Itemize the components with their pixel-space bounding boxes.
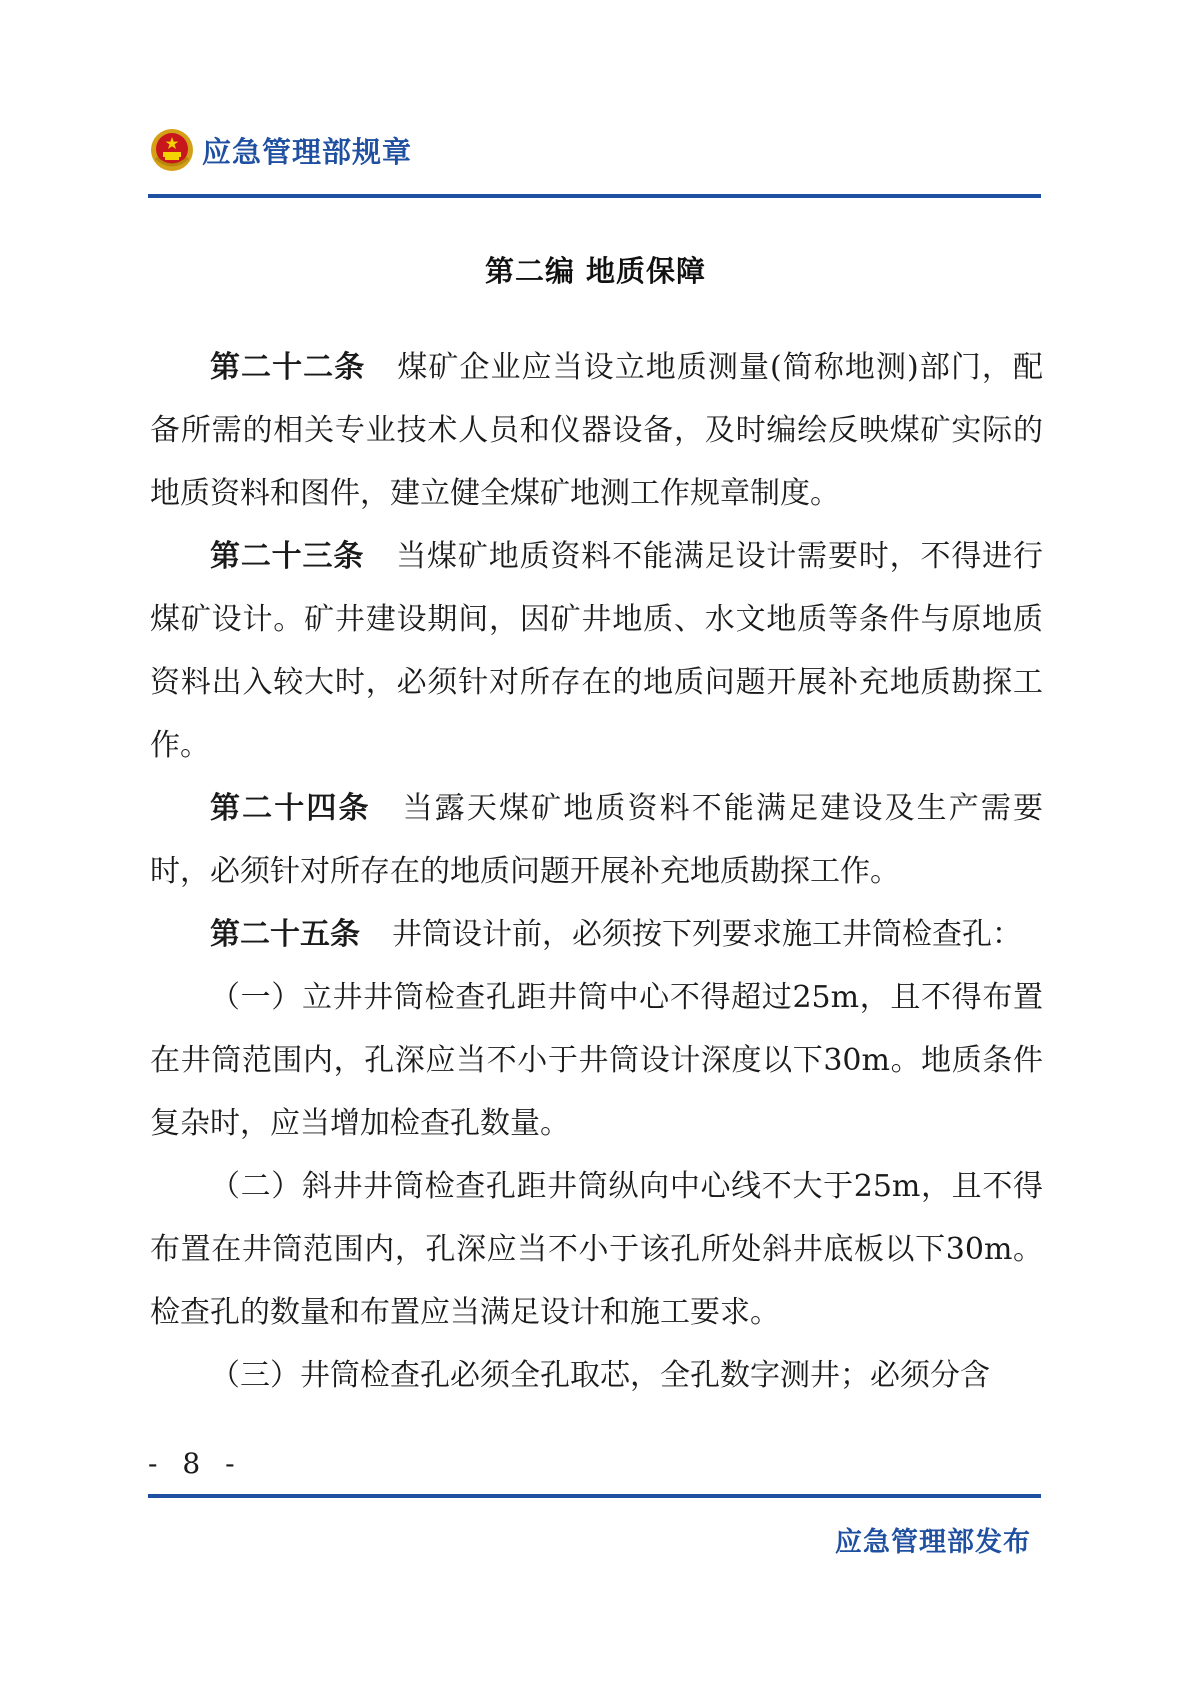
article-25-item-2 xyxy=(150,1155,1043,1344)
footer-publisher: 应急管理部发布 xyxy=(835,1527,1031,1558)
article-25 xyxy=(150,903,1043,966)
section-title: 第二编 地质保障 xyxy=(484,254,707,288)
article-23 xyxy=(150,525,1043,777)
item-body: （一）立井井筒检查孔距井筒中心不得超过25m，且不得布置在井筒范围内，孔深应当不小于井筒设计深度以下30m。地质条件复杂时，应当增加检查孔数量。 xyxy=(150,980,1043,1141)
article-heading: 第二十三条 xyxy=(210,539,365,574)
header-title: 应急管理部规章 xyxy=(202,134,413,169)
article-body: 井筒设计前，必须按下列要求施工井筒检查孔： xyxy=(392,917,1022,952)
page-number: - 8 - xyxy=(148,1447,243,1480)
item-body: （二）斜井井筒检查孔距井筒纵向中心线不大于25m，且不得布置在井筒范围内，孔深应当不小于该孔所处斜井底板以下30m。检查孔的数量和布置应当满足设计和施工要求。 xyxy=(150,1169,1043,1330)
article-24 xyxy=(150,777,1043,903)
article-heading: 第二十二条 xyxy=(210,350,366,385)
article-22 xyxy=(150,336,1043,525)
article-body: 煤矿企业应当设立地质测量(简称地测)部门，配备所需的相关专业技术人员和仪器设备，及时编绘反映煤矿实际的地质资料和图件，建立健全煤矿地测工作规章制度。 xyxy=(150,350,1043,511)
header-divider xyxy=(148,194,1041,198)
article-body: 当露天煤矿地质资料不能满足建设及生产需要时，必须针对所存在的地质问题开展补充地质勘探工作。 xyxy=(150,791,1043,889)
article-25-item-1 xyxy=(150,966,1043,1155)
article-25-item-3 xyxy=(150,1344,1043,1407)
footer-divider xyxy=(148,1494,1041,1498)
item-body: （三）井筒检查孔必须全孔取芯，全孔数字测井；必须分含 xyxy=(210,1358,990,1393)
article-heading: 第二十四条 xyxy=(210,791,371,826)
article-heading: 第二十五条 xyxy=(210,917,360,952)
national-emblem-icon xyxy=(150,128,194,172)
body-text xyxy=(150,336,1043,1407)
page-header xyxy=(150,128,412,172)
article-body: 当煤矿地质资料不能满足设计需要时，不得进行煤矿设计。矿井建设期间，因矿井地质、水文地质等条件与原地质资料出入较大时，必须针对所存在的地质问题开展补充地质勘探工作。 xyxy=(150,539,1044,763)
